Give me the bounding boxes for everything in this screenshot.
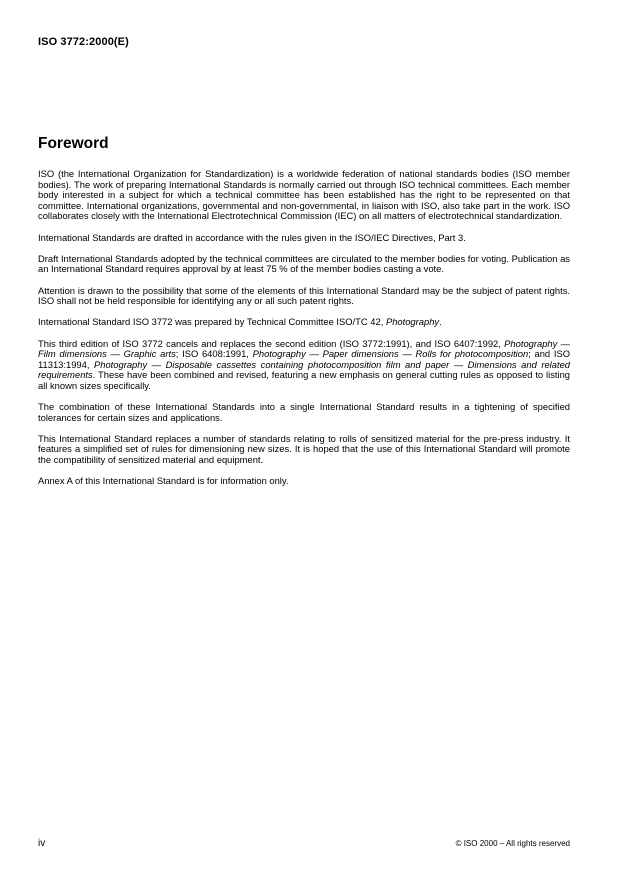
edition-text-3: ; and ISO 11313:1994, [38,348,571,370]
paragraph-edition [38,339,570,392]
edition-text-2: ; ISO 6408:1991, [175,348,253,360]
edition-text-1: This third edition of ISO 3772 cancels and replaces the second edition (ISO 3772:1991), and ISO 6407:1992, [38,337,505,349]
paragraph-annex: Annex A of this International Standard is for information only. [38,475,289,487]
paragraph-patent-rights: Attention is drawn to the possibility that some of the elements of this International Standard may be the subject of patent rights. ISO shall not be held responsible for identifying any or all such patent rights. [38,284,570,307]
prepared-by-text: International Standard ISO 3772 was prepared by Technical Committee ISO/TC 42, [38,316,386,328]
copyright-notice: © ISO 2000 – All rights reserved [455,839,570,848]
page-number: iv [38,838,46,849]
prepared-by-end: . [439,316,442,328]
edition-title-3: Photography — Disposable cassettes containing photocomposition film and paper — Dimensions and related requirements [38,358,570,381]
paragraph-replaces: This International Standard replaces a number of standards relating to rolls of sensitized material for the pre-press industry. It features a simplified set of rules for dimensioning new sizes. It is hoped that the use of this International Standard will promote the compatibility of sensitized material and equipment. [38,432,570,466]
document-id-header: ISO 3772:2000(E) [38,36,129,48]
edition-text-4: . These have been combined and revised, featuring a new emphasis on general cutting rules as opposed to listing all known sizes specifically. [38,369,570,391]
paragraph-combination: The combination of these International Standards into a single International Standard results in a tightening of specified tolerances for certain sizes and applications. [38,401,570,423]
edition-title-1: Photography — Film dimensions — Graphic arts [38,337,570,360]
paragraph-voting: Draft International Standards adopted by the technical committees are circulated to the member bodies for voting. Publication as an International Standard requires approval by at least 75 % of the member bodies casting a vote. [38,252,570,275]
foreword-title: Foreword [38,135,109,152]
paragraph-prepared-by [38,317,570,328]
paragraph-directives: International Standards are drafted in accordance with the rules given in the ISO/IEC Directives, Part 3. [38,231,466,243]
prepared-by-committee-name: Photography [385,316,440,328]
paragraph-iso-intro: ISO (the International Organization for Standardization) is a worldwide federation of national standards bodies (ISO member bodies). The work of preparing International Standards is normally carried out through ISO technical committees. Each member body interested in a subject for which a technical committee has been established has the right to be represented on that committee. International organizations, governmental and non-governmental, in liaison with ISO, also take part in the work. ISO collaborates closely with the International Electrotechnical Commission (IEC) on all matters of electrotechnical standardization. [38,168,570,222]
foreword-body [38,169,570,497]
edition-title-2: Photography — Paper dimensions — Rolls for photocomposition [252,348,529,360]
